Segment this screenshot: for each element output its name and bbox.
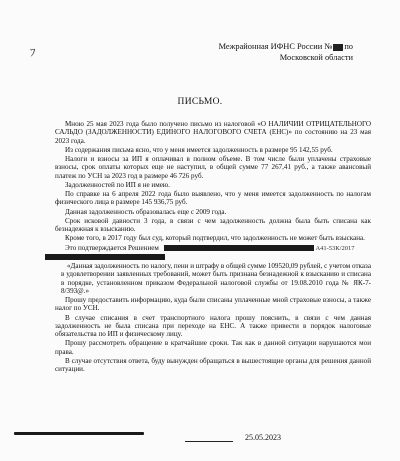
paragraph-9: Это подтверждается Решением А41-53К/2017 [55, 244, 371, 262]
signature-date: 25.05.2023 [245, 433, 281, 442]
letter-body [55, 120, 371, 374]
paragraph-6: Данная задолженность образовалась еще с 2009 года. [65, 207, 227, 216]
paragraph-8: Кроме того, в 2017 году был суд, который подтвердил, что задолженность не может быть взыскана. [65, 234, 365, 243]
stamp-mark-left: ﾌ [30, 47, 36, 59]
addressee-line-1: Межрайонная ИФНС России № по [218, 42, 353, 51]
paragraph-2: Из содержания письма ясно, что у меня имеется задолженность в размере 95 142,55 руб. [65, 145, 333, 154]
redacted-signature-name [14, 430, 149, 438]
paragraph-11: Прошу предоставить информацию, куда были списаны уплаченные мной страховые взносы, а также налог по УСН. [55, 296, 371, 313]
paragraph-5: По справке на 6 апреля 2022 года было выявлено, что у меня имеется задолженность по налогам физического лица в размере 145 936,75 руб. [55, 190, 371, 207]
paragraph-4: Задолженностей по ИП я не имею. [65, 180, 170, 189]
addressee-line-2: Московской области [279, 53, 353, 62]
redacted-court-detail [45, 254, 165, 260]
quote-paragraph: «Данная задолженность по налогу, пени и штрафу в общей сумме 109520,09 рублей, с учетом отказа в удовлетворении заявленных требований, может быть признана безнадежной к взысканию и списана в порядке, установленном приказом Федеральной налоговой службы от 19.08.2010 года № ЯК-7-8/393@.» [61, 262, 371, 295]
redacted-court-name [164, 245, 314, 251]
paragraph-7: Срок исковой давности 3 года, в связи с чем задолженность должна была быть списана как безнадежная к взысканию. [55, 216, 371, 233]
redacted-number [333, 44, 343, 51]
paragraph-12: В случае списания в счет транспортного налога прошу пояснить, в связи с чем данная задолженность не была списана при переходе на ЕНС. А также привести в порядок налоговые обязательства по ИП и физическому лицу. [55, 313, 371, 338]
document-title: ПИСЬМО. [177, 97, 223, 107]
paragraph-14: В случае отсутствия ответа, буду вынужден обращаться в вышестоящие органы для решения данной ситуации. [55, 356, 371, 373]
paragraph-3: Налоги и взносы за ИП я оплачивал в полном объеме. В том числе были уплачены страховые взносы, срок оплаты которых еще не наступил, в общей сумме 77 267,41 руб., а также авансовый платеж по УСН за 2023 год в размере 46 726 руб. [55, 155, 371, 180]
addressee-block [183, 41, 353, 63]
paragraph-13: Прошу рассмотреть обращение в кратчайшие сроки. Так как в данной ситуации нарушаются мои права. [55, 339, 371, 356]
paragraph-1: Мною 25 мая 2023 года было получено письмо из налоговой «О НАЛИЧИИ ОТРИЦАТЕЛЬНОГО САЛЬДО (ЗАДОЛЖЕННОСТИ) ЕДИНОГО НАЛОГОВОГО СЧЕТА (ЕНС)» по состоянию на 23 мая 2023 года. [55, 120, 371, 145]
signature-line [185, 441, 233, 442]
